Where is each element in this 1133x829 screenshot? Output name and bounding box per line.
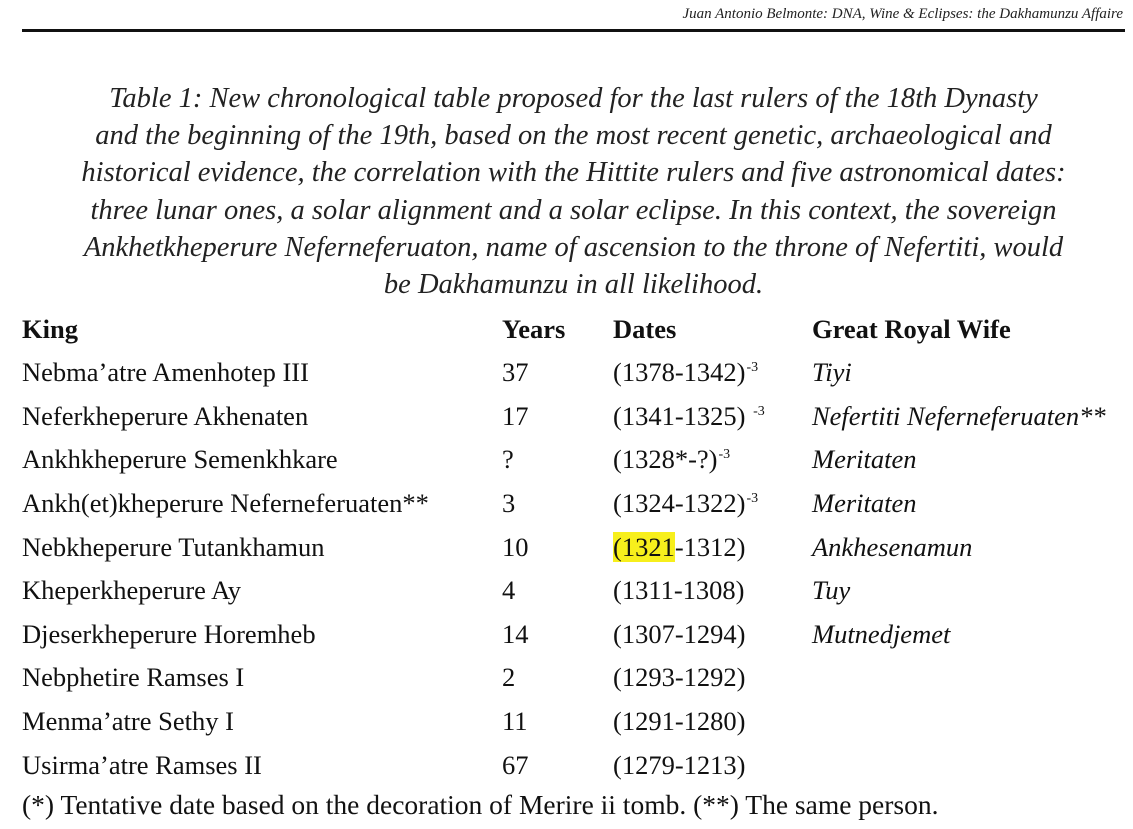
dates-text: (1341-1325) bbox=[613, 400, 753, 431]
king-cell: Neferkheperure Akhenaten bbox=[22, 400, 309, 431]
king-cell: Djeserkheperure Horemheb bbox=[22, 618, 316, 649]
caption-line: three lunar ones, a solar alignment and a solar eclipse. In this context, the sovereign bbox=[90, 194, 1057, 226]
caption-line: Ankhetkheperure Neferneferuaton, name of ascension to the throne of Nefertiti, would bbox=[83, 231, 1064, 263]
dates-superscript: -3 bbox=[746, 491, 759, 507]
header-king: King bbox=[22, 313, 78, 344]
years-cell: 2 bbox=[502, 662, 516, 693]
dates-cell: (1291-1280) bbox=[613, 706, 746, 737]
years-cell: 67 bbox=[502, 749, 529, 780]
dates-text: (1328*-?) bbox=[613, 444, 718, 475]
table-caption bbox=[22, 80, 1125, 303]
table-row bbox=[22, 482, 1132, 526]
header-great-royal-wife: Great Royal Wife bbox=[812, 313, 1011, 344]
king-cell: Nebkheperure Tutankhamun bbox=[22, 531, 325, 562]
table-row bbox=[22, 395, 1132, 439]
years-cell: ? bbox=[502, 444, 514, 475]
table-row bbox=[22, 569, 1132, 613]
king-cell: Nebma’atre Amenhotep III bbox=[22, 357, 309, 388]
dates-text: (1324-1322) bbox=[613, 488, 746, 519]
dates-cell bbox=[613, 482, 812, 526]
wife-cell bbox=[812, 743, 1132, 787]
dates-cell: (1293-1292) bbox=[613, 662, 746, 693]
dates-cell bbox=[613, 525, 812, 569]
dates-text: -1312) bbox=[674, 531, 746, 562]
header-years: Years bbox=[502, 313, 566, 344]
king-cell: Ankh(et)kheperure Neferneferuaten** bbox=[22, 488, 429, 519]
dates-cell: (1279-1213) bbox=[613, 749, 746, 780]
king-cell: Kheperkheperure Ay bbox=[22, 575, 242, 606]
table-row bbox=[22, 656, 1132, 700]
caption-line: historical evidence, the correlation with the Hittite rulers and five astronomical dates: bbox=[81, 157, 1066, 189]
wife-cell: Tuy bbox=[812, 575, 851, 606]
king-cell: Menma’atre Sethy I bbox=[22, 706, 234, 737]
years-cell: 14 bbox=[502, 618, 529, 649]
years-cell: 10 bbox=[502, 531, 529, 562]
king-cell: Usirma’atre Ramses II bbox=[22, 749, 262, 780]
wife-cell bbox=[812, 700, 1132, 744]
wife-cell: Mutnedjemet bbox=[812, 618, 951, 649]
caption-line: Table 1: New chronological table proposed for the last rulers of the 18th Dynasty bbox=[109, 83, 1038, 114]
wife-cell: Nefertiti Neferneferuaten** bbox=[812, 400, 1106, 431]
years-cell: 3 bbox=[502, 488, 516, 519]
years-cell: 17 bbox=[502, 400, 529, 431]
header-rule bbox=[22, 29, 1125, 32]
wife-cell: Meritaten bbox=[812, 444, 917, 475]
dates-cell bbox=[613, 395, 812, 439]
table-header-row bbox=[22, 307, 1132, 351]
king-cell: Nebphetire Ramses I bbox=[22, 662, 245, 693]
years-cell: 37 bbox=[502, 357, 529, 388]
highlighted-date: (1321 bbox=[613, 531, 675, 562]
dates-cell bbox=[613, 438, 812, 482]
dates-cell: (1311-1308) bbox=[613, 575, 745, 606]
years-cell: 4 bbox=[502, 575, 516, 606]
dates-superscript: -3 bbox=[718, 447, 731, 463]
chronology-table bbox=[22, 307, 1132, 787]
table-row bbox=[22, 351, 1132, 395]
dates-cell: (1307-1294) bbox=[613, 618, 746, 649]
wife-cell: Meritaten bbox=[812, 488, 917, 519]
dates-superscript: -3 bbox=[753, 403, 765, 419]
footnote: (*) Tentative date based on the decoration of Merire ii tomb. (**) The same person. bbox=[22, 789, 939, 820]
dates-cell bbox=[613, 351, 812, 395]
wife-cell bbox=[812, 656, 1132, 700]
dates-superscript: -3 bbox=[746, 360, 759, 376]
caption-line: and the beginning of the 19th, based on the most recent genetic, archaeological and bbox=[95, 120, 1052, 152]
table-row bbox=[22, 525, 1132, 569]
dates-text: (1378-1342) bbox=[613, 357, 746, 388]
king-cell: Ankhkheperure Semenkhkare bbox=[22, 444, 338, 475]
years-cell: 11 bbox=[502, 706, 528, 737]
running-header: Juan Antonio Belmonte: DNA, Wine & Eclipses: the Dakhamunzu Affaire bbox=[682, 6, 1123, 22]
table-row bbox=[22, 743, 1132, 787]
header-dates: Dates bbox=[613, 313, 677, 344]
wife-cell: Ankhesenamun bbox=[812, 531, 973, 562]
table-row bbox=[22, 700, 1132, 744]
table-row bbox=[22, 613, 1132, 657]
wife-cell: Tiyi bbox=[812, 357, 852, 388]
table-row bbox=[22, 438, 1132, 482]
caption-line: be Dakhamunzu in all likelihood. bbox=[383, 269, 764, 301]
